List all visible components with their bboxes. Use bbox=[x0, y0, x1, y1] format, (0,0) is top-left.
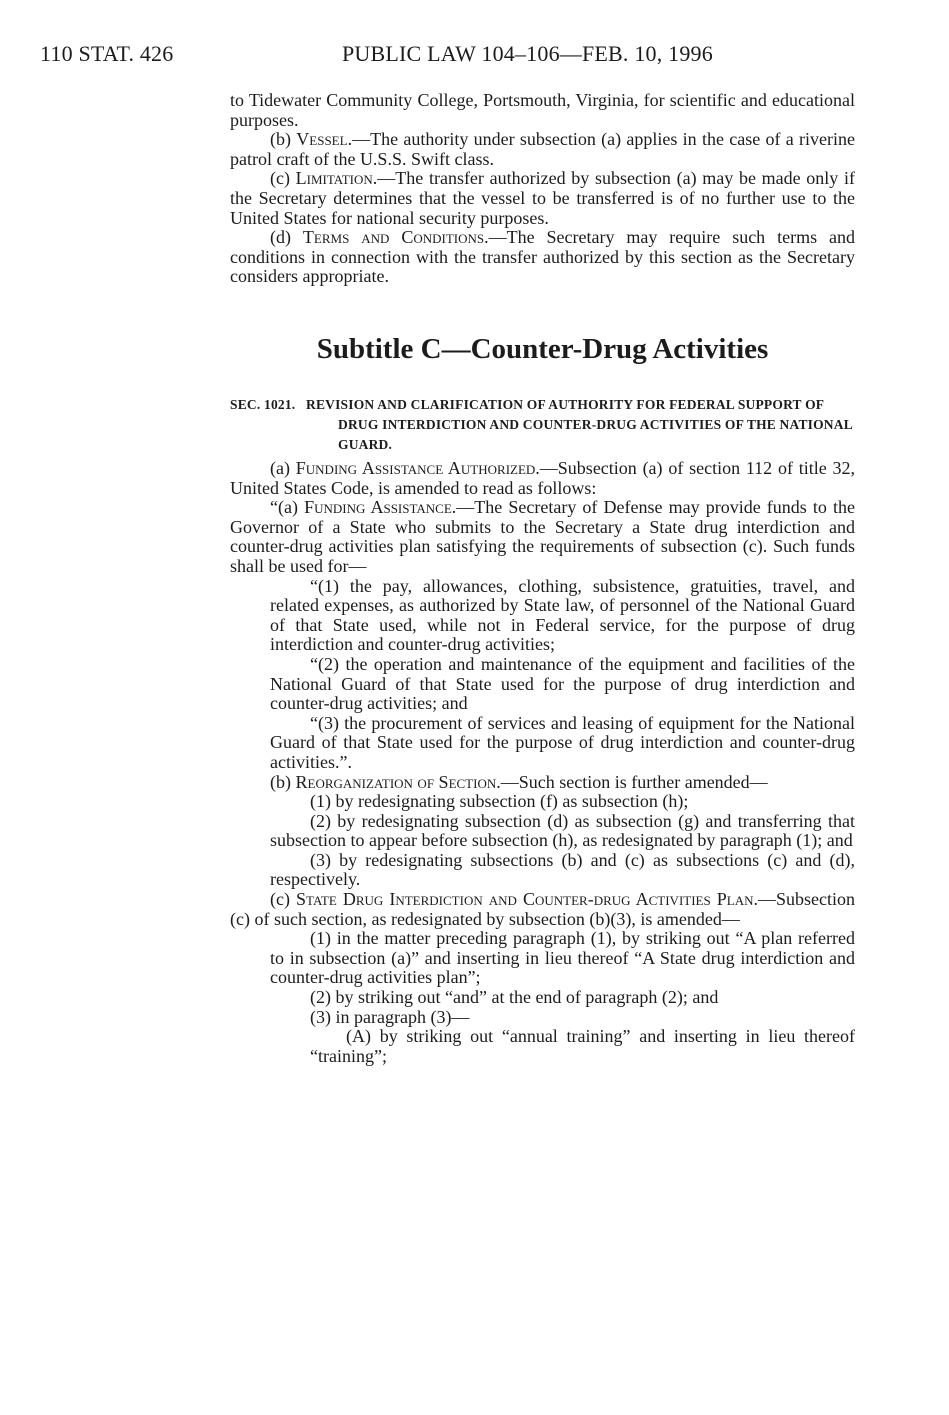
subsection-a: (a) Funding Assistance Authorized.—Subsection (a) of section 112 of title 32, United States Code, is amended to read as follows: bbox=[230, 458, 855, 498]
quoted-paragraph-3: “(3) the procurement of services and leasing of equipment for the National Guard of that State used for the purpose of drug interdiction and counter-drug activities.”. bbox=[270, 712, 855, 772]
subsection-c-limitation: (c) Limitation.—The transfer authorized by subsection (a) may be made only if the Secretary determines that the vessel to be transferred is of no further use to the United States for national security purposes. bbox=[230, 168, 855, 228]
subsection-c: (c) State Drug Interdiction and Counter-drug Activities Plan.—Subsection (c) of such section, as redesignated by subsection (b)(3), is amended— bbox=[230, 889, 856, 929]
subtitle-heading: Subtitle C—Counter-Drug Activities bbox=[316, 333, 769, 365]
section-body bbox=[230, 459, 855, 1066]
subsection-c-paragraph-1: (1) in the matter preceding paragraph (1), by striking out “A plan referred to in subsection (a)” and inserting in lieu thereof “A State drug interdiction and counter-drug activities plan”; bbox=[270, 928, 855, 988]
subsection-b-paragraph-1: (1) by redesignating subsection (f) as subsection (h); bbox=[310, 791, 689, 812]
subsection-c-paragraph-3: (3) in paragraph (3)— bbox=[310, 1006, 470, 1027]
section-title: REVISION AND CLARIFICATION OF AUTHORITY FOR FEDERAL SUPPORT OF DRUG INTERDICTION AND COUNTER-DRUG ACTIVITIES OF THE NATIONAL GUARD. bbox=[306, 397, 853, 452]
law-reference: PUBLIC LAW 104–106—FEB. 10, 1996 bbox=[342, 41, 713, 66]
subsection-c-subparagraph-a: (A) by striking out “annual training” and inserting in lieu thereof “training”; bbox=[310, 1026, 855, 1066]
subsection-c-paragraph-2: (2) by striking out “and” at the end of paragraph (2); and bbox=[310, 987, 719, 1008]
subsection-b-paragraph-2: (2) by redesignating subsection (d) as subsection (g) and transferring that subsection to appear before subsection (h), as redesignated by paragraph (1); and bbox=[270, 810, 855, 851]
subsection-b: (b) Reorganization of Section.—Such section is further amended— bbox=[270, 771, 768, 792]
quoted-paragraph-2: “(2) the operation and maintenance of the equipment and facilities of the National Guard of that State used for the purpose of drug interdiction and counter-drug activities; and bbox=[270, 653, 855, 714]
page-reference: 110 STAT. 426 bbox=[40, 41, 174, 66]
running-head bbox=[40, 41, 900, 71]
continued-section-text bbox=[230, 91, 855, 287]
subsection-b-paragraph-3: (3) by redesignating subsections (b) and (c) as subsections (c) and (d), respectively. bbox=[270, 849, 855, 890]
section-heading bbox=[230, 395, 855, 454]
subsection-d-terms: (d) Terms and Conditions.—The Secretary may require such terms and conditions in connection with the transfer authorized by this section as the Secretary considers appropriate. bbox=[230, 227, 856, 287]
quoted-paragraph-1: “(1) the pay, allowances, clothing, subsistence, gratuities, travel, and related expenses, as authorized by State law, of personnel of the National Guard of that State used, while not in Federal service, for the purpose of drug interdiction and counter-drug activities; bbox=[270, 575, 855, 655]
quoted-subsection-a: “(a) Funding Assistance.—The Secretary of Defense may provide funds to the Governor of a State who submits to the Secretary a State drug interdiction and counter-drug activities plan satisfying the requirements of subsection (c). Such funds shall be used for— bbox=[230, 497, 855, 576]
section-number: SEC. 1021. bbox=[230, 397, 296, 412]
subsection-b-vessel: (b) Vessel.—The authority under subsection (a) applies in the case of a riverine patrol craft of the U.S.S. Swift class. bbox=[230, 129, 855, 169]
paragraph-continuation: to Tidewater Community College, Portsmouth, Virginia, for scientific and educational purposes. bbox=[230, 90, 855, 130]
